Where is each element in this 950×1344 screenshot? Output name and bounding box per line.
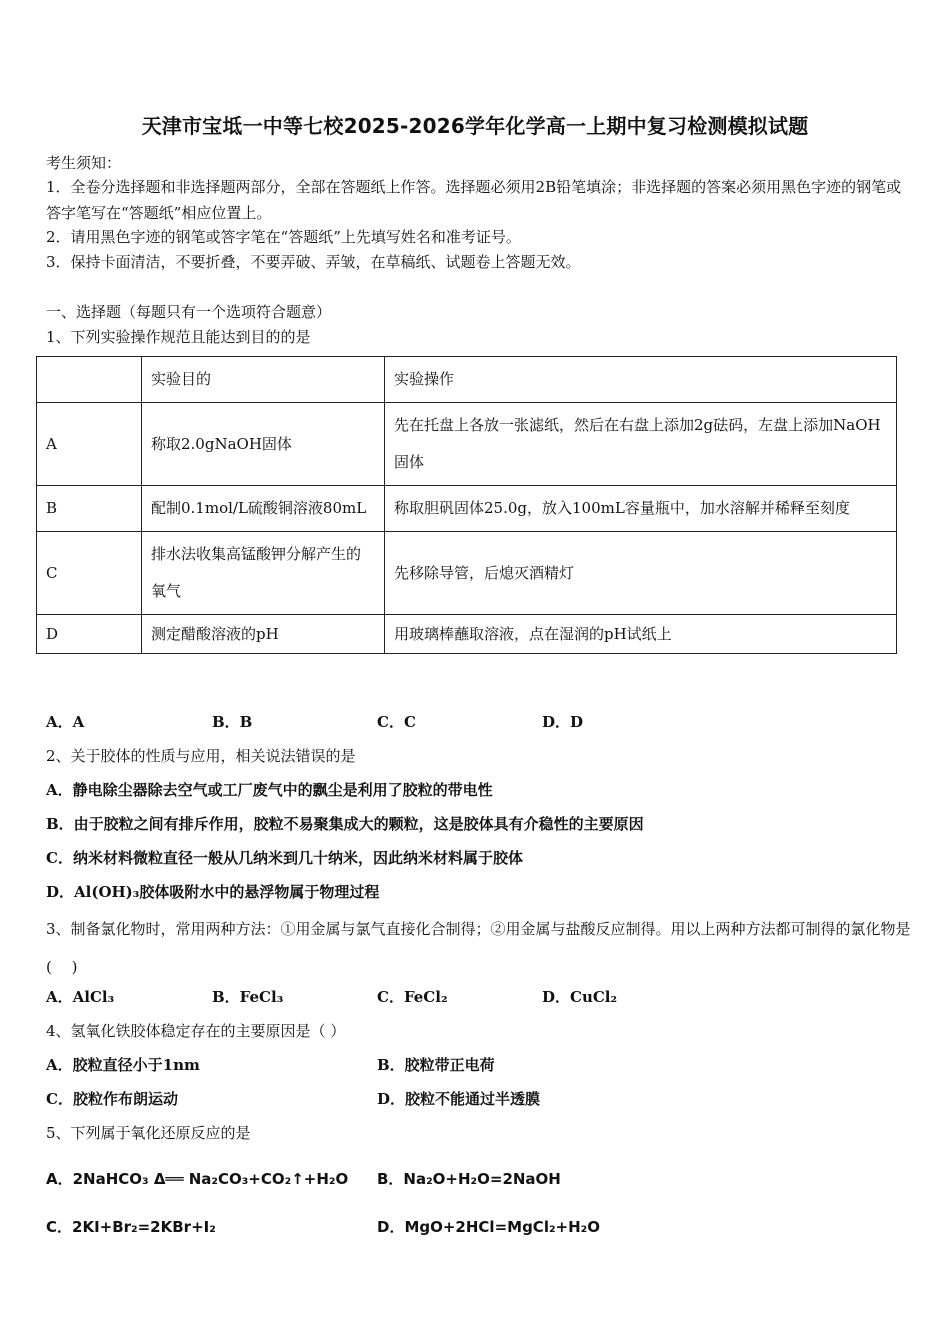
table-header-cell: 实验操作 [385,357,897,403]
q4-option-a[interactable]: A．胶粒直径小于1nm [46,1056,200,1074]
q3-stem: 3、制备氯化物时，常用两种方法：①用金属与氯气直接化合制得；②用金属与盐酸反应制得。用以上两种方法都可制得的氯化物是( ) [46,920,911,976]
table-cell-label: B [37,486,142,532]
q2-stem: 2、关于胶体的性质与应用，相关说法错误的是 [46,747,356,765]
table-cell-operation: 先移除导管，后熄灭酒精灯 [385,532,897,615]
q2-option-d[interactable]: D．Al(OH)₃胶体吸附水中的悬浮物属于物理过程 [46,883,380,901]
table-row [37,532,897,615]
notice-heading: 考生须知： [46,154,122,172]
notice-item-1: 1．全卷分选择题和非选择题两部分，全部在答题纸上作答。选择题必须用2B铅笔填涂；非选择题的答案必须用黑色字迹的钢笔或答字笔写在“答题纸”相应位置上。 [46,178,902,222]
q4-option-d[interactable]: D．胶粒不能通过半透膜 [377,1090,541,1108]
table-cell-operation: 用玻璃棒蘸取溶液，点在湿润的pH试纸上 [385,615,897,654]
table-cell-label: D [37,615,142,654]
page-title: 天津市宝坻一中等七校2025-2026学年化学高一上期中复习检测模拟试题 [141,114,809,138]
q5-option-b[interactable]: B．Na₂O+H₂O=2NaOH [377,1170,561,1188]
q5-option-c[interactable]: C．2KI+Br₂=2KBr+I₂ [46,1218,216,1236]
q1-option-a[interactable]: A．A [46,713,85,731]
q4-option-b[interactable]: B．胶粒带正电荷 [377,1056,495,1074]
table-cell-label: C [37,532,142,615]
table-header-row [37,357,897,403]
q5-option-d[interactable]: D．MgO+2HCl=MgCl₂+H₂O [377,1218,600,1236]
section-heading: 一、选择题（每题只有一个选项符合题意） [46,303,332,321]
table-cell-operation: 先在托盘上各放一张滤纸，然后在右盘上添加2g砝码，左盘上添加NaOH固体 [385,403,897,486]
q3-option-d[interactable]: D．CuCl₂ [542,988,618,1006]
q2-option-b[interactable]: B．由于胶粒之间有排斥作用，胶粒不易聚集成大的颗粒，这是胶体具有介稳性的主要原因 [46,815,644,833]
table-cell-label: A [37,403,142,486]
q1-option-d[interactable]: D．D [542,713,584,731]
table-row [37,403,897,486]
q5-stem: 5、下列属于氧化还原反应的是 [46,1124,251,1142]
table-cell-purpose: 测定醋酸溶液的pH [142,615,385,654]
table-header-cell: 实验目的 [142,357,385,403]
table-row [37,486,897,532]
q4-option-c[interactable]: C．胶粒作布朗运动 [46,1090,178,1108]
table-header-cell [37,357,142,403]
q1-option-c[interactable]: C．C [377,713,416,731]
table-cell-operation: 称取胆矾固体25.0g，放入100mL容量瓶中，加水溶解并稀释至刻度 [385,486,897,532]
q5-option-a[interactable]: A．2NaHCO₃ Δ══ Na₂CO₃+CO₂↑+H₂O [46,1170,349,1188]
q2-option-c[interactable]: C．纳米材料微粒直径一般从几纳米到几十纳米，因此纳米材料属于胶体 [46,849,523,867]
q4-stem: 4、氢氧化铁胶体稳定存在的主要原因是（ ） [46,1022,346,1040]
table-cell-purpose: 排水法收集高锰酸钾分解产生的氧气 [142,532,385,615]
table-cell-purpose: 配制0.1mol/L硫酸铜溶液80mL [142,486,385,532]
q3-option-c[interactable]: C．FeCl₂ [377,988,448,1006]
q1-stem: 1、下列实验操作规范且能达到目的的是 [46,328,311,346]
notice-item-3: 3．保持卡面清洁，不要折叠，不要弄破、弄皱，在草稿纸、试题卷上答题无效。 [46,253,581,271]
experiment-table [36,356,897,654]
q3-option-a[interactable]: A．AlCl₃ [46,988,115,1006]
table-row [37,615,897,654]
q2-option-a[interactable]: A．静电除尘器除去空气或工厂废气中的飘尘是利用了胶粒的带电性 [46,781,493,799]
q1-option-b[interactable]: B．B [212,713,253,731]
q3-option-b[interactable]: B．FeCl₃ [212,988,284,1006]
notice-item-2: 2．请用黑色字迹的钢笔或答字笔在“答题纸”上先填写姓名和准考证号。 [46,228,521,246]
table-cell-purpose: 称取2.0gNaOH固体 [142,403,385,486]
